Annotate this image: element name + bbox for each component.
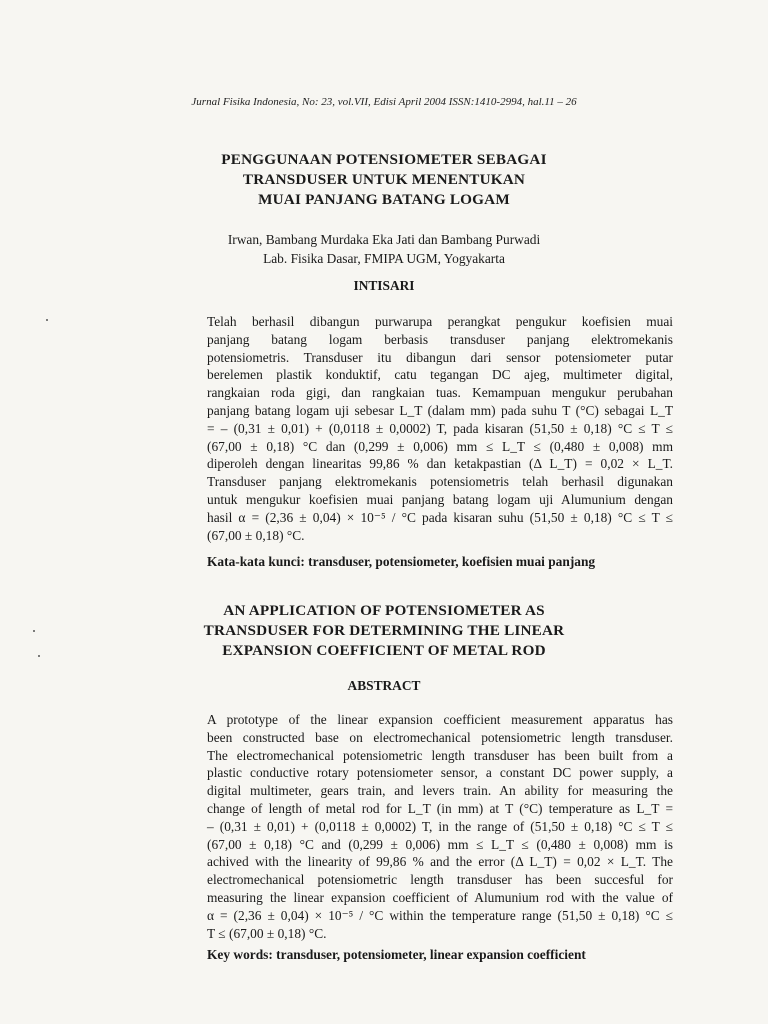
- paragraph-line: diperoleh dengan linearitas 99,86 % dan ketakpastian (Δ L_T) = 0,02 × L_T.: [207, 456, 673, 472]
- affiliation: Lab. Fisika Dasar, FMIPA UGM, Yogyakarta: [263, 251, 505, 266]
- intisari-heading: INTISARI: [353, 278, 415, 293]
- paragraph-line: panjang batang logam berbasis transduser panjang elektromekanis: [207, 331, 673, 347]
- paragraph-line: α = (2,36 ± 0,04) × 10⁻⁵ / °C within the temperature range (51,50 ± 0,18) °C ≤: [207, 907, 673, 923]
- paragraph-line: change of length of metal rod for L_T (in mm) at T (°C) temperature as L_T =: [207, 800, 673, 816]
- paragraph-line: achived with the linearity of 99,86 % and the error (Δ L_T) = 0,02 × L_T. The: [207, 854, 673, 870]
- title-line: EXPANSION COEFFICIENT OF METAL ROD: [222, 642, 546, 659]
- paragraph-line: The electromechanical potensiometric length transduser has been built from a: [207, 747, 673, 763]
- english-keywords: Key words: transduser, potensiometer, linear expansion coefficient: [207, 947, 586, 962]
- paragraph-line: (67,00 ± 0,18) °C and (0,299 ± 0,006) mm ≤ L_T ≤ (0,480 ± 0,008) mm is: [207, 836, 673, 852]
- scan-speck: [38, 655, 40, 657]
- paragraph-line: (67,00 ± 0,18) °C dan (0,299 ± 0,006) mm ≤ L_T ≤ (0,480 ± 0,008) mm: [207, 438, 673, 454]
- paragraph-line: panjang batang logam uji sebesar L_T (dalam mm) pada suhu T (°C) sebagai L_T: [207, 402, 673, 418]
- title-line: MUAI PANJANG BATANG LOGAM: [258, 191, 510, 208]
- paragraph-line: been constructed base on electromechanical potensiometric length transduser.: [207, 729, 673, 745]
- paragraph-line: untuk mengukur koefisien muai panjang batang logam uji Alumunium dengan: [207, 491, 673, 507]
- indonesian-keywords: Kata-kata kunci: transduser, potensiometer, koefisien muai panjang: [207, 554, 596, 569]
- paragraph-line: plastic conductive rotary potensiometer sensor, a constant DC power supply, a: [207, 765, 673, 781]
- paragraph-line: = – (0,31 ± 0,01) + (0,0118 ± 0,0002) T, pada kisaran (51,50 ± 0,18) °C ≤ T ≤: [207, 420, 673, 436]
- title-line: TRANSDUSER FOR DETERMINING THE LINEAR: [203, 622, 565, 639]
- paragraph-line: T ≤ (67,00 ± 0,18) °C.: [207, 925, 327, 941]
- author-block: [0, 230, 768, 268]
- title-line: AN APPLICATION OF POTENSIOMETER AS: [223, 602, 545, 619]
- paragraph-line: A prototype of the linear expansion coefficient measurement apparatus has: [207, 712, 673, 727]
- abstract-heading: ABSTRACT: [347, 678, 421, 693]
- paragraph-line: measuring the linear expansion coefficient of Alumunium rod with the value of: [207, 889, 673, 905]
- english-title: [120, 601, 648, 661]
- scan-speck: [33, 630, 35, 632]
- paragraph-line: – (0,31 ± 0,01) + (0,0118 ± 0,0002) T, in the range of (51,50 ± 0,18) °C ≤ T ≤: [207, 818, 673, 834]
- scan-speck: [46, 319, 48, 321]
- paragraph-line: Telah berhasil dibangun purwarupa perangkat pengukur koefisien muai: [207, 314, 673, 329]
- paragraph-line: hasil α = (2,36 ± 0,04) × 10⁻⁵ / °C pada kisaran suhu (51,50 ± 0,18) °C ≤ T ≤: [207, 509, 673, 525]
- indonesian-title: [120, 150, 648, 210]
- paragraph-line: Transduser panjang elektromekanis potensiometris telah berhasil digunakan: [207, 474, 673, 490]
- paragraph-line: (67,00 ± 0,18) °C.: [207, 527, 305, 543]
- paragraph-line: rangkaian roda gigi, dan rangkaian tuas. Kemampuan mengukur perubahan: [207, 385, 673, 401]
- authors: Irwan, Bambang Murdaka Eka Jati dan Bambang Purwadi: [227, 232, 541, 247]
- paragraph-line: electromechanical potensiometric length transduser has been succesful for: [207, 872, 673, 888]
- title-line: TRANSDUSER UNTUK MENENTUKAN: [242, 171, 526, 188]
- paragraph-line: berelemen plastik konduktif, catu tegangan DC ajeg, multimeter digital,: [207, 367, 673, 383]
- intisari-paragraph: [207, 313, 673, 544]
- paragraph-line: digital multimeter, gears train, and levers train. An ability for measuring the: [207, 783, 673, 799]
- journal-header: Jurnal Fisika Indonesia, No: 23, vol.VII, Edisi April 2004 ISSN:1410-2994, hal.11 – 26: [191, 96, 577, 108]
- abstract-paragraph: [207, 711, 673, 942]
- title-line: PENGGUNAAN POTENSIOMETER SEBAGAI: [221, 151, 547, 168]
- paragraph-line: potensiometris. Transduser itu dibangun dari sensor potensiometer putar: [207, 349, 673, 365]
